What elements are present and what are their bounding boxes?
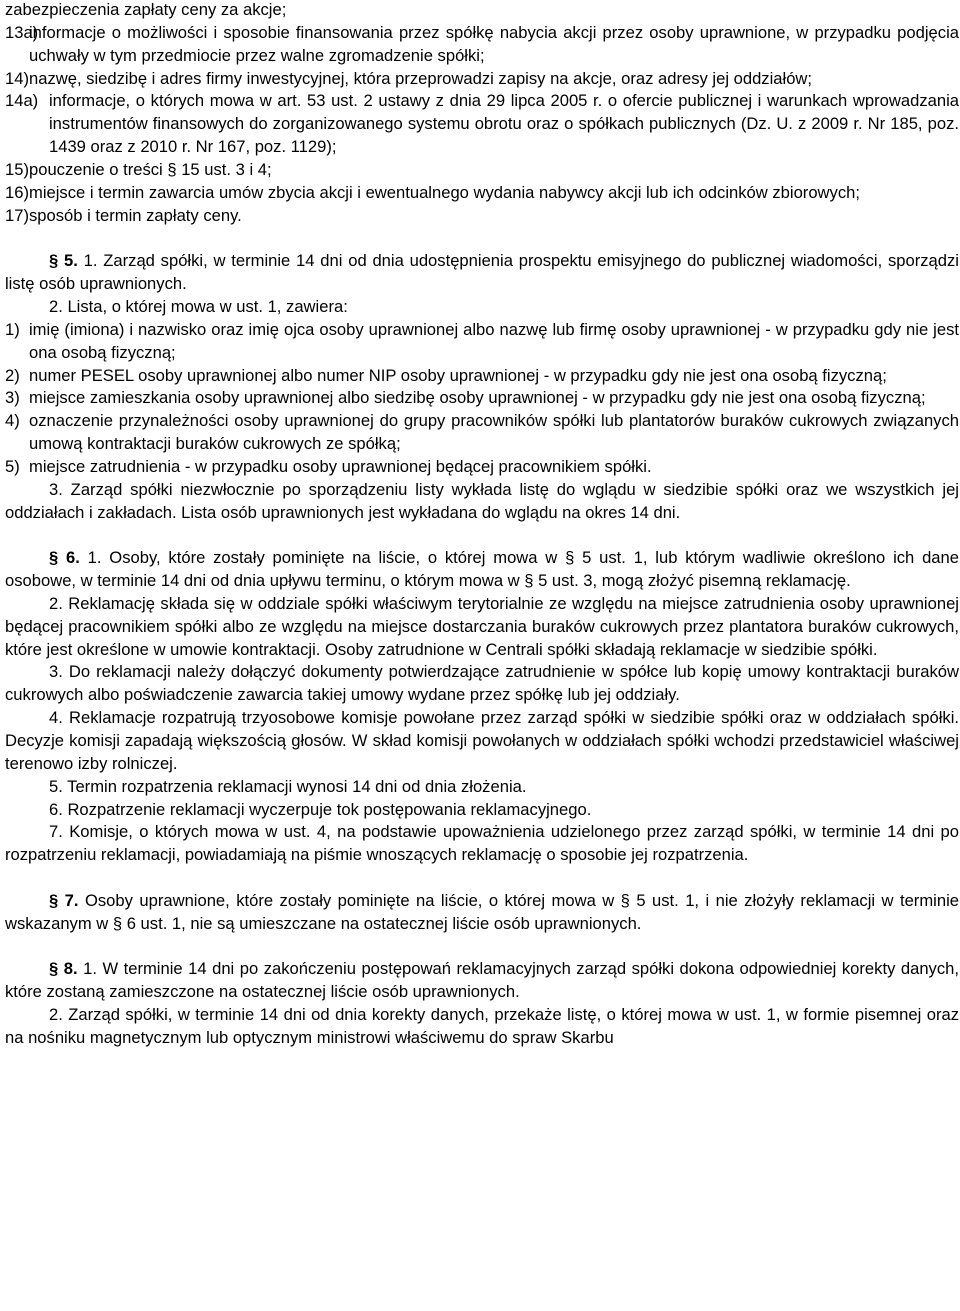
list-item	[5, 387, 959, 410]
list-item	[5, 410, 959, 456]
document-page	[5, 0, 959, 1050]
item-list	[5, 22, 959, 228]
item-number: 17)	[5, 205, 29, 225]
section-8-paragraph-1	[5, 958, 959, 1004]
paragraph-text: 1. Osoby, które zostały pominięte na liście, o której mowa w § 5 ust. 1, lub którym wadliwie określono ich dane osobowe, w terminie 14 dni od dnia upływu terminu, o którym mowa w § 5 ust. 3, mogą złożyć pisemną reklamację.	[5, 548, 959, 591]
section-7-paragraph-1	[5, 890, 959, 936]
paragraph-continuation: zabezpieczenia zapłaty ceny za akcje;	[5, 0, 287, 19]
paragraph-text: 1. Zarząd spółki, w terminie 14 dni od dnia udostępnienia prospektu emisyjnego do publicznej wiadomości, sporządzi listę osób uprawnionych.	[5, 251, 959, 294]
item-text: imię (imiona) i nazwisko oraz imię ojca osoby uprawnionej albo nazwę lub firmę osoby uprawnionej - w przypadku gdy nie jest ona osobą fizyczną;	[29, 319, 959, 362]
paragraph-text: 1. W terminie 14 dni po zakończeniu postępowań reklamacyjnych zarząd spółki dokona odpowiedniej korekty danych, które zostaną zamieszczone na ostatecznej liście osób uprawnionych.	[5, 959, 959, 1002]
list-item	[5, 319, 959, 365]
section-6-paragraph-5: 5. Termin rozpatrzenia reklamacji wynosi 14 dni od dnia złożenia.	[49, 776, 527, 796]
section-6-paragraph-7: 7. Komisje, o których mowa w ust. 4, na podstawie upoważnienia udzielonego przez zarząd spółki, w terminie 14 dni po rozpatrzeniu reklamacji, powiadamiają na piśmie wnoszących reklamację o sposobie jej rozpatrzenia.	[5, 822, 959, 865]
item-number: 3)	[5, 388, 20, 408]
list-item	[5, 182, 959, 205]
item-number: 2)	[5, 365, 20, 385]
list-item	[5, 90, 959, 159]
item-number: 14a)	[5, 91, 39, 111]
item-number: 5)	[5, 456, 20, 476]
item-list	[5, 319, 959, 479]
item-text: numer PESEL osoby uprawnionej albo numer NIP osoby uprawnionej - w przypadku gdy nie jest ona osobą fizyczną;	[29, 365, 887, 385]
item-text: informacje o możliwości i sposobie finansowania przez spółkę nabycia akcji przez osoby uprawnione, w przypadku podjęcia uchwały w tym przedmiocie przez walne zgromadzenie spółki;	[29, 22, 959, 65]
item-text: informacje, o których mowa w art. 53 ust. 2 ustawy z dnia 29 lipca 2005 r. o ofercie publicznej i warunkach wprowadzania instrumentów finansowych do zorganizowanego systemu obrotu oraz o spółkach publicznych (Dz. U. z 2009 r. Nr 185, poz. 1439 oraz z 2010 r. Nr 167, poz. 1129);	[49, 91, 959, 157]
section-number: § 6.	[49, 548, 80, 568]
item-number: 1)	[5, 319, 20, 339]
section-5-paragraph-3: 3. Zarząd spółki niezwłocznie po sporządzeniu listy wykłada listę do wglądu w siedzibie spółki oraz we wszystkich jej oddziałach i zakładach. Lista osób uprawnionych jest wykładana do wglądu na okres 14 dni.	[5, 479, 959, 522]
section-6-paragraph-6: 6. Rozpatrzenie reklamacji wyczerpuje tok postępowania reklamacyjnego.	[49, 799, 592, 819]
paragraph-text: Osoby uprawnione, które zostały pominięte na liście, o której mowa w § 5 ust. 1, i nie złożyły reklamacji w terminie wskazanym w § 6 ust. 1, nie są umieszczane na ostatecznej liście osób uprawnionych.	[5, 890, 959, 933]
item-text: oznaczenie przynależności osoby uprawnionej do grupy pracowników spółki lub plantatorów buraków cukrowych związanych umową kontraktacji buraków cukrowych ze spółką;	[29, 411, 959, 454]
item-number: 4)	[5, 411, 20, 431]
list-item	[5, 22, 959, 68]
section-8-paragraph-2: 2. Zarząd spółki, w terminie 14 dni od dnia korekty danych, przekaże listę, o której mowa w ust. 1, w formie pisemnej oraz na nośniku magnetycznym lub optycznym ministrowi właściwemu do spraw Skarbu	[5, 1005, 959, 1047]
section-number: § 5.	[49, 251, 78, 271]
list-item	[5, 365, 959, 388]
list-item	[5, 68, 959, 91]
item-number: 15)	[5, 159, 29, 179]
item-text: pouczenie o treści § 15 ust. 3 i 4;	[29, 159, 272, 179]
section-6-paragraph-4: 4. Reklamacje rozpatrują trzyosobowe komisje powołane przez zarząd spółki w siedzibie spółki oraz w oddziałach spółki. Decyzje komisji zapadają większością głosów. W skład komisji powołanych w oddziałach spółki wchodzi przedstawiciel właściwej terenowo izby rolniczej.	[5, 708, 959, 773]
item-text: miejsce i termin zawarcia umów zbycia akcji i ewentualnego wydania nabywcy akcji lub ich odcinków zbiorowych;	[29, 182, 860, 202]
section-6-paragraph-1	[5, 547, 959, 593]
item-text: miejsce zamieszkania osoby uprawnionej albo siedzibę osoby uprawnionej - w przypadku gdy nie jest ona osobą fizyczną;	[29, 388, 926, 408]
section-5-paragraph-1	[5, 250, 959, 296]
section-number: § 7.	[49, 890, 79, 910]
item-number: 13a)	[5, 22, 39, 42]
section-6-paragraph-3: 3. Do reklamacji należy dołączyć dokumenty potwierdzające zatrudnienie w spółce lub kopię umowy kontraktacji buraków cukrowych albo poświadczenie zawarcia takiej umowy wydane przez spółkę lub jej oddziały.	[5, 662, 959, 705]
list-item	[5, 205, 959, 228]
list-item	[5, 456, 959, 479]
item-text: nazwę, siedzibę i adres firmy inwestycyjnej, która przeprowadzi zapisy na akcje, oraz adresy jej oddziałów;	[29, 68, 813, 88]
section-number: § 8.	[49, 959, 78, 979]
item-number: 14)	[5, 68, 29, 88]
item-text: sposób i termin zapłaty ceny.	[29, 205, 242, 225]
section-6-paragraph-2: 2. Reklamację składa się w oddziale spółki właściwym terytorialnie ze względu na miejsce zatrudnienia osoby uprawnionej będącej pracownikiem spółki albo ze względu na miejsce dostarczania buraków cukrowych przez plantatora buraków cukrowych, które jest określone w umowie kontraktacji. Osoby zatrudnione w Centrali spółki składają reklamacje w siedzibie spółki.	[5, 593, 959, 659]
section-5-paragraph-2: 2. Lista, o której mowa w ust. 1, zawiera:	[49, 296, 348, 316]
item-number: 16)	[5, 182, 29, 202]
list-item	[5, 159, 959, 182]
item-text: miejsce zatrudnienia - w przypadku osoby uprawnionej będącej pracownikiem spółki.	[29, 456, 652, 476]
